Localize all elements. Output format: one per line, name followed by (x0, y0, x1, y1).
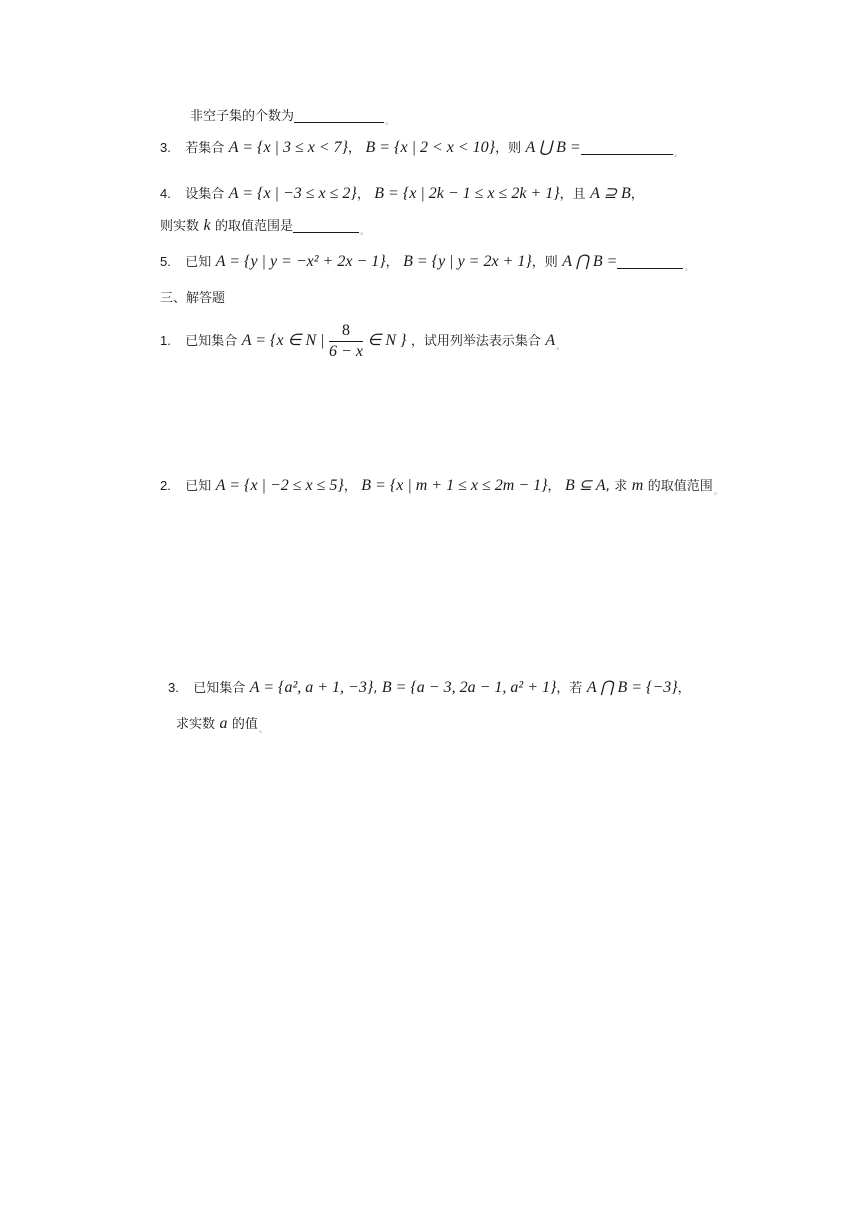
section-heading (160, 288, 225, 309)
solve-question-2: 2. 已知 A = {x | −2 ≤ x ≤ 5}， B = {x | m + 1 ≤ x ≤ 2m − 1}， B ⊆ A, 求 m 的取值范围$_。$ (160, 477, 723, 497)
intro-text: 非空子集的个数为 (190, 109, 295, 124)
fill-question-3: 3. 若集合 A = {x | 3 ≤ x < 7}， B = {x | 2 < x < 10}，则 A ⋃ B = $_。$ (160, 139, 683, 159)
set-b-definition: B = {x | 2k − 1 ≤ x ≤ 2k + 1} (374, 185, 560, 202)
question-text: 已知 (185, 255, 212, 270)
question-text: 已知 (185, 479, 212, 494)
set-a-definition: A = {x | −2 ≤ x ≤ 5} (215, 477, 344, 494)
question-text: ，则 (531, 255, 558, 270)
question-text: 求 (614, 479, 628, 494)
superset-expression: A ⊇ B (590, 185, 631, 202)
set-b-definition: B = {y | y = 2x + 1} (403, 253, 532, 270)
set-b-definition: B = {x | 2 < x < 10} (365, 139, 496, 156)
question-text: ，则 (495, 141, 522, 156)
question-number: 3. (168, 680, 179, 695)
question-text: 的取值范围是 (215, 219, 294, 234)
variable: m (631, 477, 644, 494)
question-number: 5. (160, 254, 171, 269)
period-mark: 。 (385, 117, 395, 127)
question-text: 求实数 (176, 717, 216, 732)
set-a-definition-end: ∈ N } (367, 332, 407, 349)
fraction-denominator: 6 − x (329, 342, 363, 360)
set-a-definition: A = {a², a + 1, −3} (249, 679, 374, 696)
section-title: 三、解答题 (160, 291, 226, 306)
question-text: 若集合 (185, 141, 225, 156)
question-number: 3. (160, 140, 171, 155)
fraction (329, 321, 363, 362)
set-a-definition: A = {x ∈ N | (241, 332, 325, 349)
solve-question-3-line-2: 求实数 a 的值$_。$ (176, 715, 268, 735)
set-a-definition: A = {x | −3 ≤ x ≤ 2} (228, 185, 357, 202)
question-text: ，且 (559, 187, 586, 202)
question-text: 则实数 (160, 219, 200, 234)
question-text: ，试用列举法表示集合 (410, 334, 541, 349)
question-number: 2. (160, 478, 171, 493)
fill-question-4-line-2: 则实数 k 的取值范围是 $_。$ (160, 217, 370, 237)
question-text: 已知集合 (185, 334, 238, 349)
solve-question-1: 1. 已知集合 A = {x ∈ N | $\frac{8}{6 - x}$ ∈ N } ，试用列举法表示集合 $A_。$ (160, 321, 566, 360)
question-number: 4. (160, 186, 171, 201)
variable: A (545, 332, 556, 349)
answer-blank (617, 254, 683, 269)
variable: k (203, 217, 211, 234)
intersection-expression: A ⋂ B = (562, 253, 618, 270)
answer-blank (294, 108, 384, 123)
set-a-definition: A = {x | 3 ≤ x < 7} (228, 139, 349, 156)
question-text: 已知集合 (193, 681, 246, 696)
answer-blank (293, 218, 359, 233)
solve-question-3: 3. 已知集合 A = {a², a + 1, −3}, B = {a − 3, 2a − 1, a² + 1}，若 A ⋂ B = {−3}， (168, 679, 691, 696)
question-number: 1. (160, 333, 171, 348)
intersection-condition: A ⋂ B = {−3} (586, 679, 678, 696)
set-b-definition: B = {x | m + 1 ≤ x ≤ 2m − 1} (361, 477, 548, 494)
fill-question-4: 4. 设集合 A = {x | −3 ≤ x ≤ 2}， B = {x | 2k − 1 ≤ x ≤ 2k + 1}，且 A ⊇ B， (160, 185, 644, 202)
subset-condition: B ⊆ A (564, 477, 606, 494)
fraction-numerator: 8 (329, 321, 363, 342)
fill-question-5: 5. 已知 A = {y | y = −x² + 2x − 1}， B = {y | y = 2x + 1}，则 A ⋂ B = $_。$ (160, 253, 694, 273)
set-a-definition: A = {y | y = −x² + 2x − 1} (215, 253, 386, 270)
question-text: ，若 (556, 681, 583, 696)
answer-blank (581, 140, 673, 155)
question-text: 的值 (231, 717, 258, 732)
question-text: 设集合 (185, 187, 225, 202)
variable: a (219, 715, 228, 732)
set-b-definition: B = {a − 3, 2a − 1, a² + 1} (381, 679, 557, 696)
question-text: 的取值范围 (647, 479, 713, 494)
intro-line (190, 106, 394, 132)
union-expression: A ⋃ B = (525, 139, 581, 156)
